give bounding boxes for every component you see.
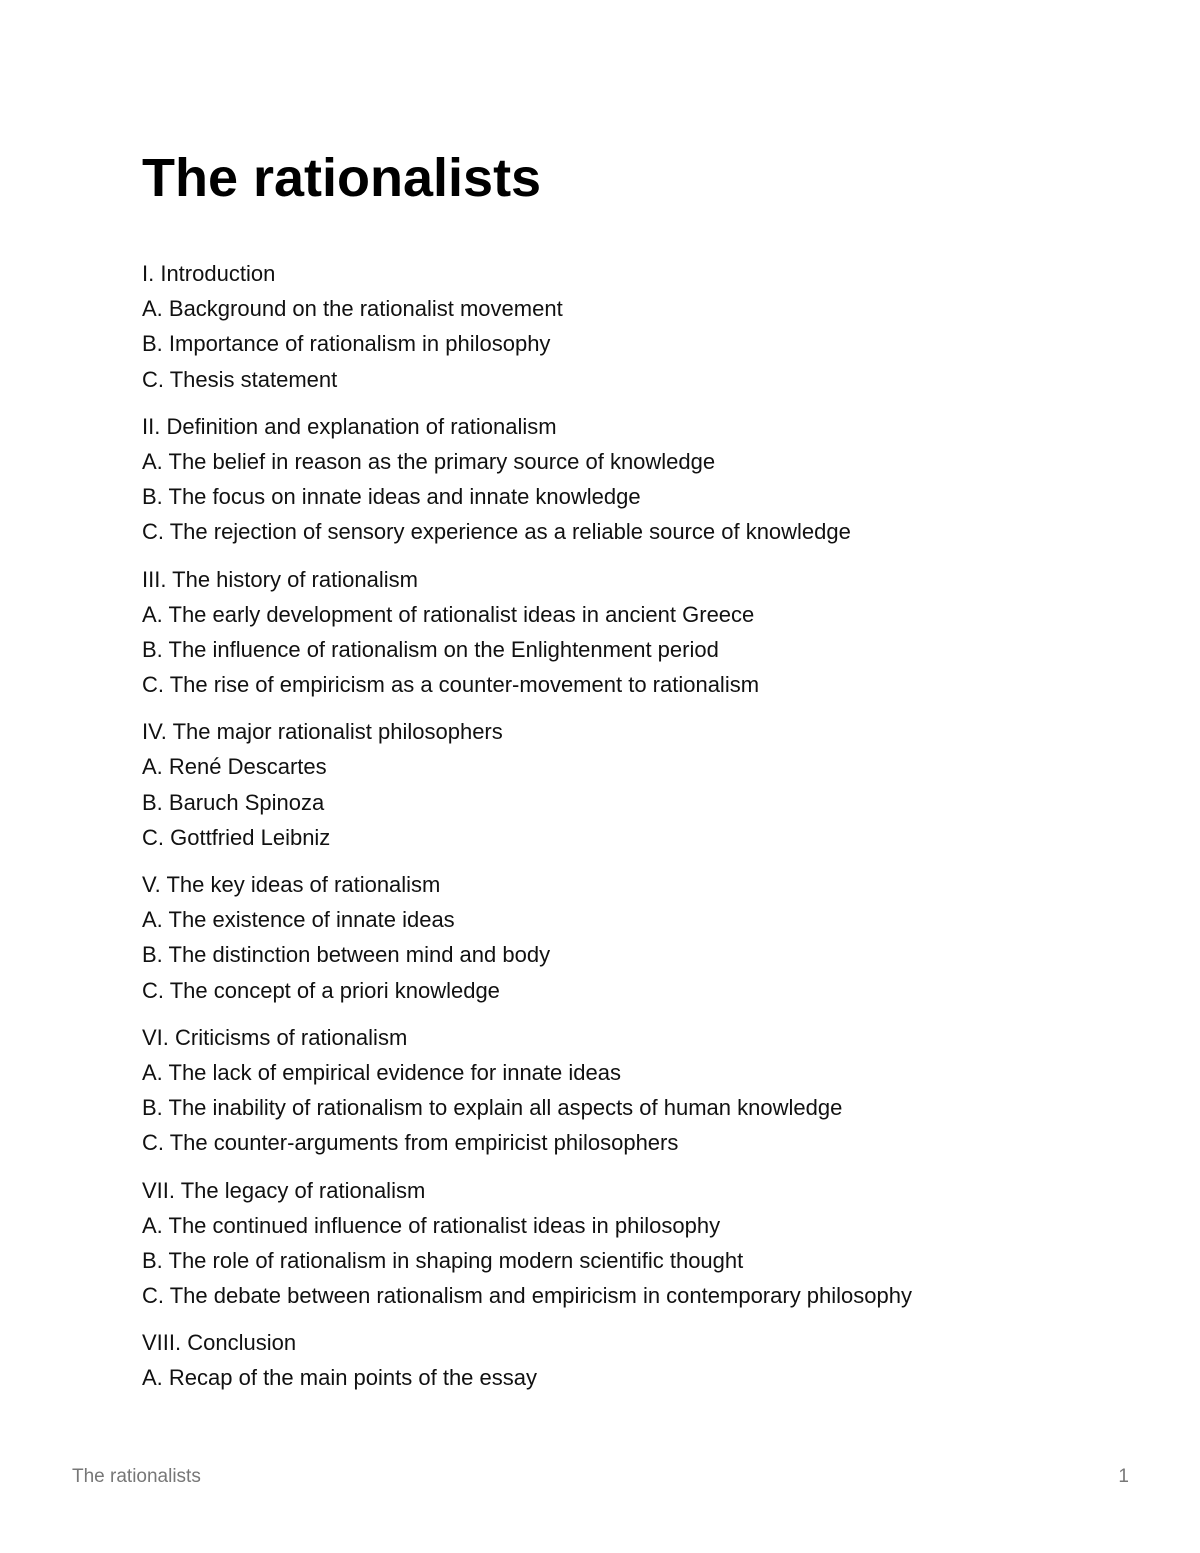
outline-item: B. The inability of rationalism to explain all aspects of human knowledge [142,1095,843,1121]
outline-section [142,409,1142,550]
section-heading: II. Definition and explanation of rationalism [142,413,557,439]
outline-item: A. The early development of rationalist ideas in ancient Greece [142,601,755,627]
outline-item: C. The rise of empiricism as a counter-movement to rationalism [142,672,760,698]
outline-item: A. Background on the rationalist movement [142,296,563,322]
outline-section [142,1325,1142,1395]
section-heading: IV. The major rationalist philosophers [142,719,503,745]
outline-item: C. The rejection of sensory experience as a reliable source of knowledge [142,519,851,545]
essay-outline [142,256,1142,1408]
outline-item: B. The influence of rationalism on the Enlightenment period [142,636,719,662]
section-heading: VIII. Conclusion [142,1330,297,1356]
outline-item: B. Baruch Spinoza [142,789,325,815]
footer-document-title: The rationalists [72,1466,201,1487]
outline-item: B. The distinction between mind and body [142,942,551,968]
section-heading: VI. Criticisms of rationalism [142,1024,408,1050]
page-title: The rationalists [142,148,542,208]
outline-item: C. The debate between rationalism and empiricism in contemporary philosophy [142,1283,912,1309]
outline-item: A. Recap of the main points of the essay [142,1365,538,1391]
outline-section [142,1173,1142,1314]
outline-section [142,1020,1142,1161]
outline-item: C. The counter-arguments from empiricist philosophers [142,1130,679,1156]
outline-item: A. The belief in reason as the primary source of knowledge [142,448,716,474]
outline-item: C. Thesis statement [142,366,338,392]
section-heading: III. The history of rationalism [142,566,418,592]
section-heading: V. The key ideas of rationalism [142,872,441,897]
section-heading: I. Introduction [142,261,276,286]
outline-item: C. Gottfried Leibniz [142,824,331,850]
outline-item: A. The lack of empirical evidence for innate ideas [142,1059,621,1085]
outline-section [142,256,1142,397]
outline-item: A. The existence of innate ideas [142,907,455,933]
outline-item: B. The focus on innate ideas and innate knowledge [142,484,641,510]
outline-section [142,714,1142,855]
outline-section [142,562,1142,703]
outline-item: A. The continued influence of rationalist ideas in philosophy [142,1212,721,1238]
outline-item: C. The concept of a priori knowledge [142,977,500,1003]
outline-item: A. René Descartes [142,754,327,780]
footer-page-number: 1 [1118,1466,1129,1487]
outline-item: B. The role of rationalism in shaping modern scientific thought [142,1247,744,1273]
outline-item: B. Importance of rationalism in philosophy [142,331,551,357]
section-heading: VII. The legacy of rationalism [142,1177,426,1203]
outline-section [142,867,1142,1008]
